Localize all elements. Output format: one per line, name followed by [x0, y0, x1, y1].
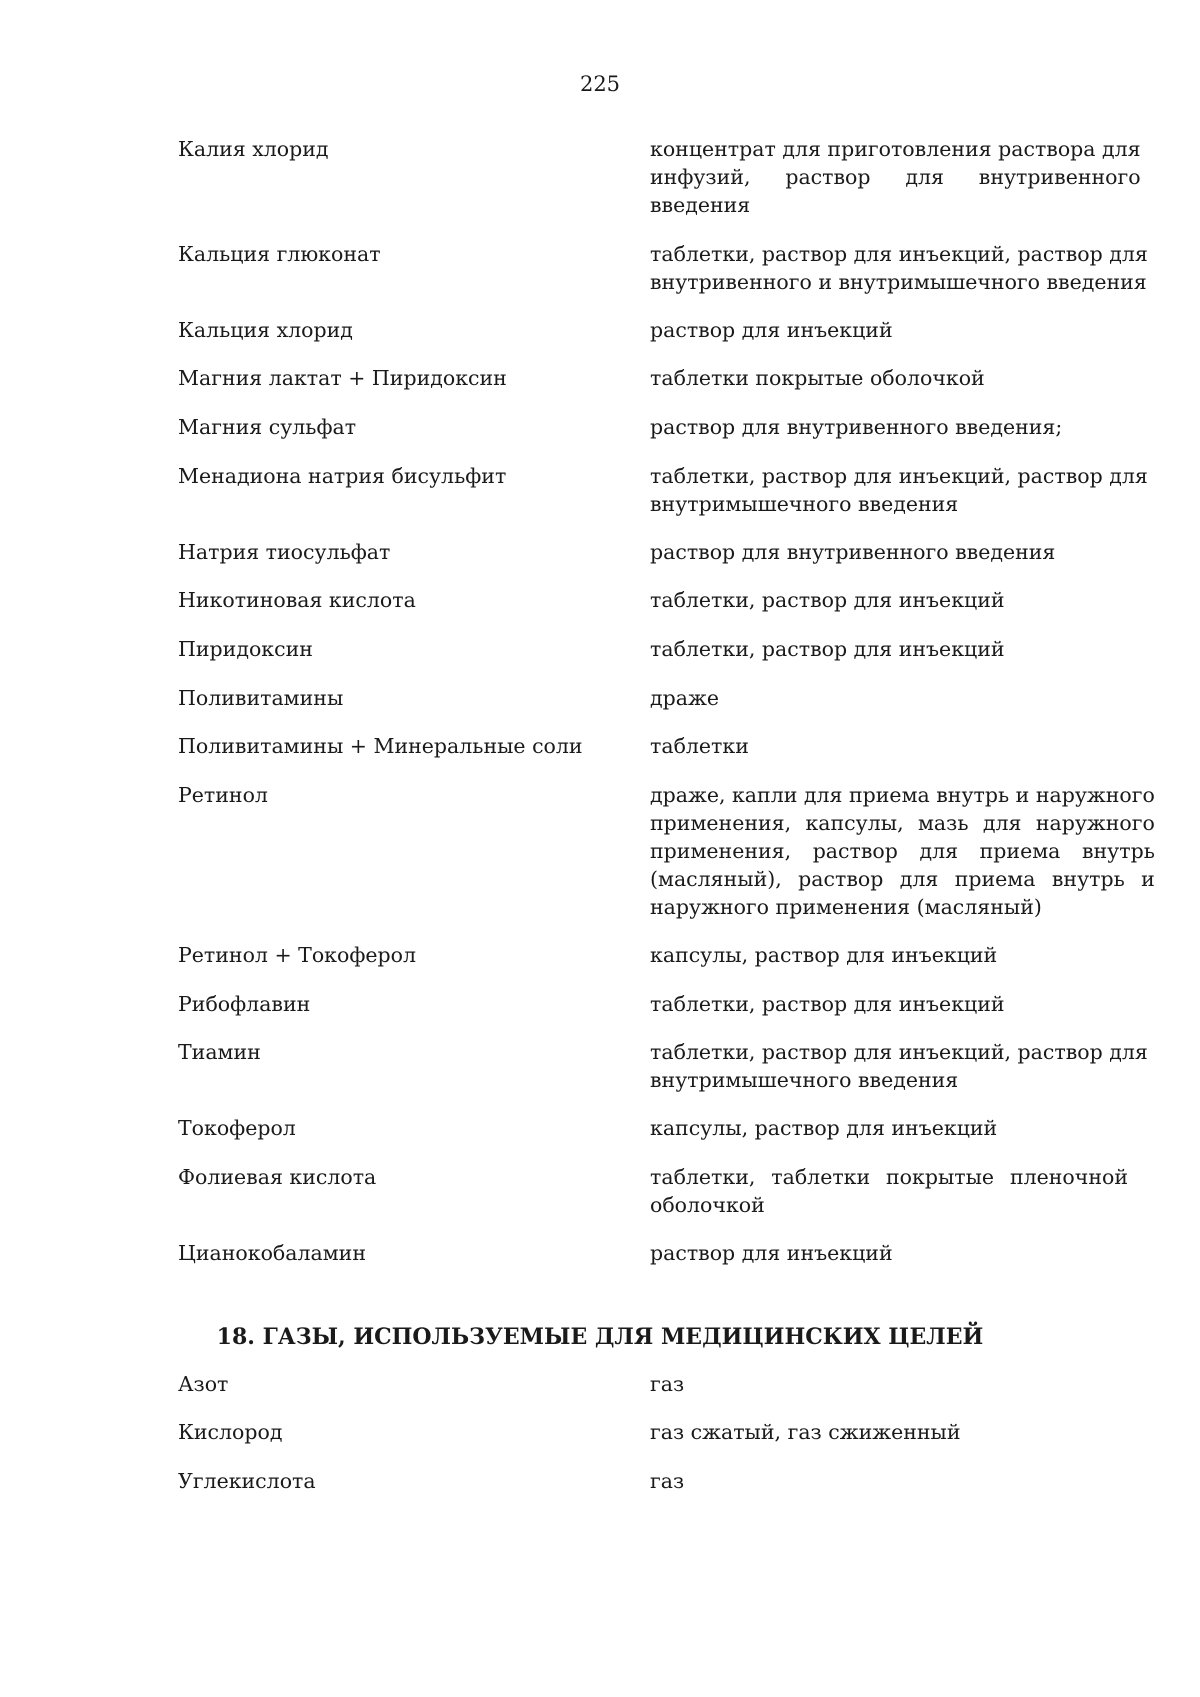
drug-row	[178, 941, 1128, 969]
list-item	[178, 1418, 1128, 1446]
dosage-form	[650, 462, 1148, 518]
dosage-form-line: наружного применения (масляный)	[650, 895, 1042, 919]
dosage-form-line: внутримышечного введения	[650, 492, 959, 516]
dosage-form-line: драже, капли для приема внутрь и наружного	[650, 783, 1155, 807]
drug-row	[178, 364, 1128, 392]
dosage-form-line: таблетки, раствор для инъекций	[650, 637, 1005, 661]
list-item	[178, 1370, 1128, 1398]
drug-row	[178, 732, 1128, 760]
list-item	[178, 413, 1128, 441]
list-item	[178, 1239, 1128, 1267]
dosage-form	[650, 413, 1128, 441]
dosage-form-line: таблетки, раствор для инъекций, раствор для	[650, 242, 1148, 266]
drug-row	[178, 684, 1128, 712]
drug-name: Поливитамины	[178, 686, 344, 710]
drug-row	[178, 1370, 1128, 1398]
dosage-form	[650, 1114, 1128, 1142]
drug-row	[178, 316, 1128, 344]
drug-row	[178, 135, 1141, 219]
dosage-form-line: драже	[650, 686, 719, 710]
drug-row	[178, 781, 1155, 921]
dosage-form	[650, 1163, 1128, 1219]
drug-name: Токоферол	[178, 1116, 296, 1140]
list-item	[178, 732, 1128, 760]
list-item	[178, 316, 1128, 344]
list-item	[178, 1038, 1148, 1094]
drug-row	[178, 635, 1128, 663]
list-item	[178, 781, 1155, 921]
dosage-form-line: таблетки покрытые оболочкой	[650, 366, 985, 390]
list-item	[178, 135, 1141, 219]
drug-name: Углекислота	[178, 1469, 316, 1493]
drug-name: Ретинол	[178, 783, 268, 807]
dosage-form-line: газ сжатый, газ сжиженный	[650, 1420, 961, 1444]
dosage-form-line: таблетки, раствор для инъекций	[650, 992, 1005, 1016]
dosage-form-line: таблетки, раствор для инъекций, раствор для	[650, 1040, 1148, 1064]
dosage-form-line: (масляный), раствор для приема внутрь и	[650, 867, 1155, 891]
dosage-form-line: введения	[650, 193, 751, 217]
drug-name: Поливитамины + Минеральные соли	[178, 734, 583, 758]
dosage-form	[650, 732, 1128, 760]
dosage-form-line: оболочкой	[650, 1193, 765, 1217]
list-item	[178, 941, 1128, 969]
list-item	[178, 538, 1128, 566]
dosage-form	[650, 1038, 1148, 1094]
drug-row	[178, 1239, 1128, 1267]
dosage-form-line: инфузий, раствор для внутривенного	[650, 165, 1141, 189]
drug-row	[178, 413, 1128, 441]
dosage-form-line: таблетки, раствор для инъекций	[650, 588, 1005, 612]
dosage-form	[650, 316, 1128, 344]
dosage-form-line: таблетки	[650, 734, 749, 758]
dosage-form-line: капсулы, раствор для инъекций	[650, 943, 998, 967]
drug-name: Кальция хлорид	[178, 318, 353, 342]
dosage-form-line: раствор для инъекций	[650, 318, 893, 342]
dosage-form-line: газ	[650, 1469, 685, 1493]
dosage-form-line: концентрат для приготовления раствора для	[650, 137, 1141, 161]
dosage-form-line: таблетки, таблетки покрытые пленочной	[650, 1165, 1128, 1189]
dosage-form-line: раствор для инъекций	[650, 1241, 893, 1265]
dosage-form	[650, 538, 1128, 566]
page-number: 225	[579, 72, 621, 96]
dosage-form-line: внутримышечного введения	[650, 1068, 959, 1092]
drug-name: Кальция глюконат	[178, 242, 381, 266]
drug-name: Цианокобаламин	[178, 1241, 367, 1265]
drug-name: Тиамин	[178, 1040, 261, 1064]
drug-name: Натрия тиосульфат	[178, 540, 391, 564]
section-heading: 18. ГАЗЫ, ИСПОЛЬЗУЕМЫЕ ДЛЯ МЕДИЦИНСКИХ ЦЕЛЕЙ	[216, 1324, 984, 1350]
drug-row	[178, 1467, 1128, 1495]
drug-name: Азот	[178, 1372, 229, 1396]
dosage-form-line: внутривенного и внутримышечного введения	[650, 270, 1147, 294]
drug-row	[178, 586, 1128, 614]
list-item	[178, 635, 1128, 663]
drug-row	[178, 240, 1148, 296]
dosage-form	[650, 1239, 1128, 1267]
drug-name: Фолиевая кислота	[178, 1165, 377, 1189]
list-item	[178, 240, 1148, 296]
drug-name: Менадиона натрия бисульфит	[178, 464, 507, 488]
dosage-form	[650, 990, 1128, 1018]
dosage-form	[650, 586, 1128, 614]
dosage-form-line: таблетки, раствор для инъекций, раствор для	[650, 464, 1148, 488]
dosage-form	[650, 684, 1128, 712]
drug-row	[178, 462, 1148, 518]
drug-name: Кислород	[178, 1420, 283, 1444]
drug-name: Никотиновая кислота	[178, 588, 416, 612]
drug-row	[178, 990, 1128, 1018]
drug-row	[178, 1114, 1128, 1142]
drug-name: Калия хлорид	[178, 137, 329, 161]
dosage-form-line: газ	[650, 1372, 685, 1396]
drug-name: Ретинол + Токоферол	[178, 943, 417, 967]
drug-name: Пиридоксин	[178, 637, 313, 661]
dosage-form-line: применения, капсулы, мазь для наружного	[650, 811, 1155, 835]
dosage-form	[650, 1467, 1128, 1495]
dosage-form-line: капсулы, раствор для инъекций	[650, 1116, 998, 1140]
dosage-form-line: раствор для внутривенного введения	[650, 540, 1056, 564]
dosage-form	[650, 364, 1128, 392]
list-item	[178, 586, 1128, 614]
dosage-form	[650, 635, 1128, 663]
list-item	[178, 1163, 1128, 1219]
drug-row	[178, 1038, 1148, 1094]
dosage-form	[650, 941, 1128, 969]
list-item	[178, 462, 1148, 518]
dosage-form	[650, 1370, 1128, 1398]
drug-name: Рибофлавин	[178, 992, 311, 1016]
list-item	[178, 1467, 1128, 1495]
dosage-form-line: применения, раствор для приема внутрь	[650, 839, 1155, 863]
dosage-form	[650, 135, 1141, 219]
dosage-form	[650, 781, 1155, 921]
list-item	[178, 990, 1128, 1018]
dosage-form	[650, 240, 1148, 296]
drug-row	[178, 538, 1128, 566]
list-item	[178, 364, 1128, 392]
dosage-form	[650, 1418, 1128, 1446]
dosage-form-line: раствор для внутривенного введения;	[650, 415, 1063, 439]
drug-name: Магния сульфат	[178, 415, 357, 439]
drug-row	[178, 1418, 1128, 1446]
drug-name: Магния лактат + Пиридоксин	[178, 366, 507, 390]
list-item	[178, 1114, 1128, 1142]
drug-row	[178, 1163, 1128, 1219]
list-item	[178, 684, 1128, 712]
